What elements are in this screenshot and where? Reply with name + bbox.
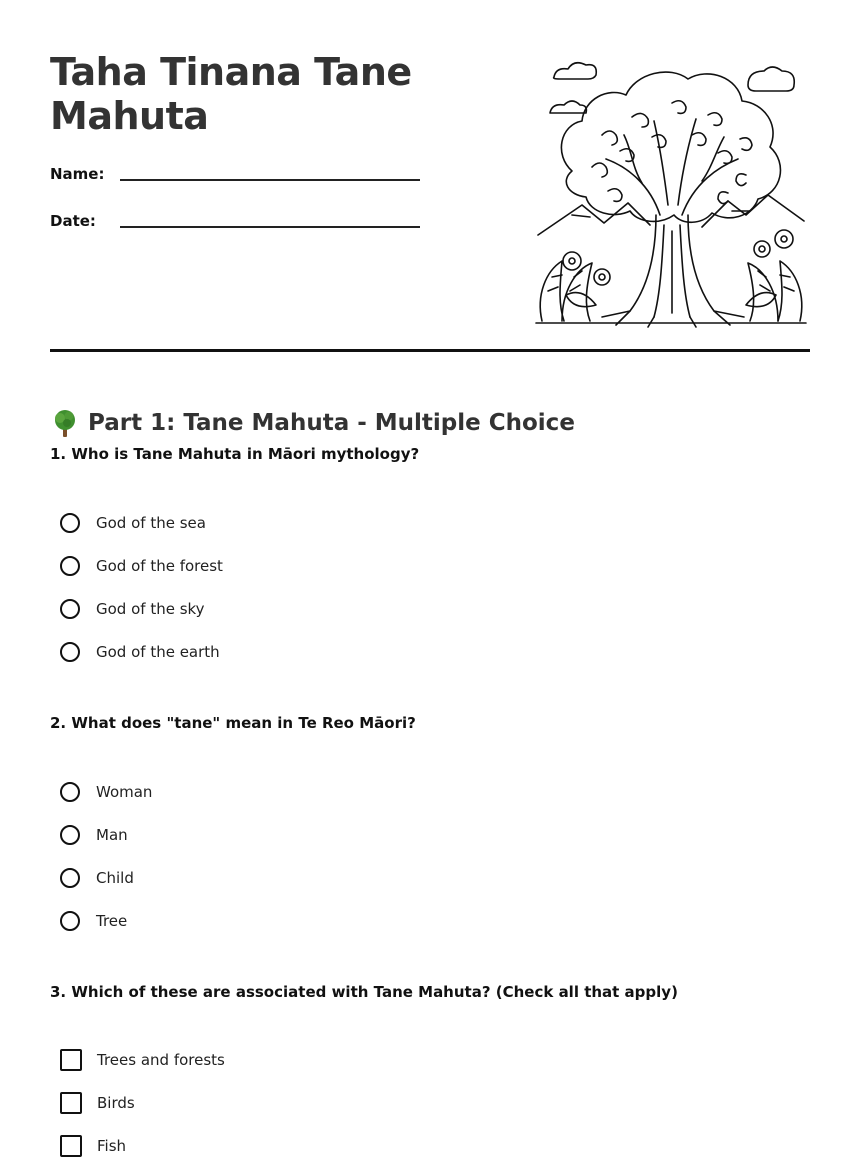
q1-option-4[interactable] [60,639,220,665]
option-label: God of the sea [96,514,206,532]
question-2: 2. What does "tane" mean in Te Reo Māori? [50,714,416,732]
option-label: God of the sky [96,600,205,618]
date-label: Date: [50,212,96,230]
option-label: God of the earth [96,643,220,661]
date-input[interactable] [120,226,420,228]
section-divider [50,349,810,352]
option-label: Woman [96,783,153,801]
checkbox[interactable] [60,1049,82,1071]
q3-option-3[interactable] [60,1133,126,1159]
radio-button[interactable] [60,868,80,888]
q3-option-1[interactable] [60,1047,225,1073]
option-label: God of the forest [96,557,223,575]
option-label: Trees and forests [97,1051,225,1069]
q3-option-2[interactable] [60,1090,135,1116]
option-label: Child [96,869,134,887]
radio-button[interactable] [60,911,80,931]
q2-option-1[interactable] [60,779,152,805]
radio-button[interactable] [60,782,80,802]
checkbox[interactable] [60,1092,82,1114]
option-label: Man [96,826,128,844]
q2-option-2[interactable] [60,822,128,848]
worksheet-title: Taha Tinana Tane Mahuta [50,50,412,138]
checkbox[interactable] [60,1135,82,1157]
question-1: 1. Who is Tane Mahuta in Māori mythology? [50,445,420,463]
q2-option-4[interactable] [60,908,127,934]
tree-illustration [532,55,810,330]
q1-option-2[interactable] [60,553,223,579]
q1-option-1[interactable] [60,510,206,536]
tree-icon [50,408,80,438]
part1-heading [50,407,575,439]
date-field-row [50,212,430,236]
q1-option-3[interactable] [60,596,205,622]
radio-button[interactable] [60,599,80,619]
radio-button[interactable] [60,513,80,533]
name-input[interactable] [120,179,420,181]
option-label: Birds [97,1094,135,1112]
radio-button[interactable] [60,556,80,576]
name-field-row [50,165,430,189]
q2-option-3[interactable] [60,865,134,891]
option-label: Fish [97,1137,127,1155]
part1-heading-text: Part 1: Tane Mahuta - Multiple Choice [88,410,575,437]
name-label: Name: [50,165,105,183]
option-label: Tree [96,912,128,930]
radio-button[interactable] [60,642,80,662]
radio-button[interactable] [60,825,80,845]
question-3: 3. Which of these are associated with Tane Mahuta? (Check all that apply) [50,983,678,1001]
